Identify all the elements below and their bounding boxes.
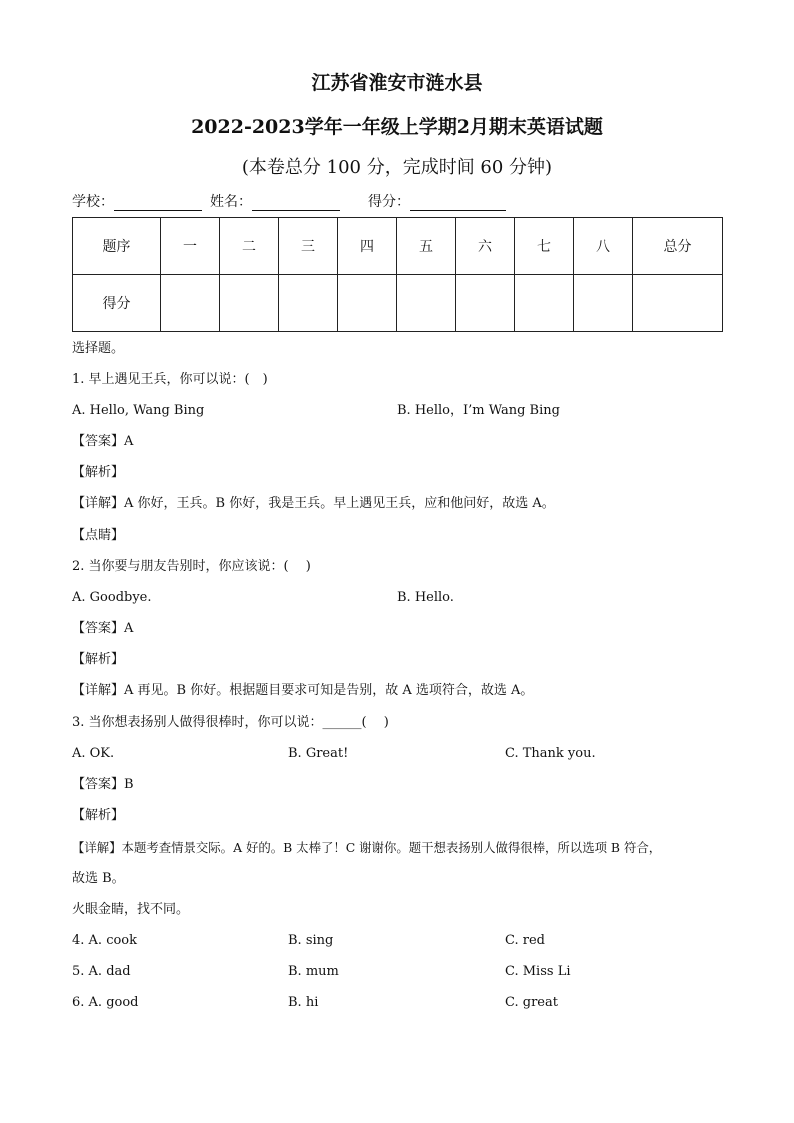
option-b[interactable]: B. mum: [288, 964, 339, 979]
answer-label: 【答案】A: [72, 621, 134, 636]
score-cell[interactable]: [515, 275, 574, 332]
school-blank[interactable]: [114, 194, 202, 211]
option-a[interactable]: A. Goodbye.: [72, 590, 152, 605]
table-cell: 六: [456, 218, 515, 275]
score-table-header-row: [73, 218, 723, 275]
option-a[interactable]: 6. A. good: [72, 995, 139, 1010]
table-cell: 总分: [633, 218, 723, 275]
question-stem: 3. 当你想表扬别人做得很棒时，你可以说：______( ): [72, 715, 389, 730]
option-b[interactable]: B. hi: [288, 995, 319, 1010]
score-cell[interactable]: [220, 275, 279, 332]
score-cell[interactable]: [456, 275, 515, 332]
table-cell: 三: [279, 218, 338, 275]
name-label: 姓名：: [210, 194, 252, 210]
school-label: 学校：: [72, 194, 114, 210]
section-title: 选择题。: [72, 341, 125, 356]
title-note: (本卷总分 100 分，完成时间 60 分钟): [241, 157, 553, 178]
option-c[interactable]: C. red: [505, 933, 545, 948]
info-row: [72, 191, 506, 211]
analysis-label: 【解析】: [72, 808, 125, 823]
answer-label: 【答案】B: [72, 777, 134, 792]
score-cell[interactable]: [161, 275, 220, 332]
comment-label: 【点睛】: [72, 528, 125, 543]
question-stem: 1. 早上遇见王兵，你可以说：( ): [72, 372, 268, 387]
question-stem: 2. 当你要与朋友告别时，你应该说：( ): [72, 559, 311, 574]
name-blank[interactable]: [252, 194, 340, 211]
option-b[interactable]: B. Hello，I’m Wang Bing: [397, 403, 560, 418]
score-table: [72, 217, 723, 332]
option-c[interactable]: C. Miss Li: [505, 964, 571, 979]
score-cell[interactable]: [397, 275, 456, 332]
option-a[interactable]: 4. A. cook: [72, 933, 137, 948]
table-cell: 五: [397, 218, 456, 275]
table-cell: 题序: [73, 218, 161, 275]
table-cell: 一: [161, 218, 220, 275]
option-c[interactable]: C. Thank you.: [505, 746, 596, 761]
detail-text: 【详解】A 你好，王兵。B 你好，我是王兵。早上遇见王兵，应和他问好，故选 A。: [72, 496, 555, 511]
score-blank[interactable]: [410, 194, 506, 211]
option-a[interactable]: 5. A. dad: [72, 964, 131, 979]
option-c[interactable]: C. great: [505, 995, 558, 1010]
option-b[interactable]: B. Great!: [288, 746, 349, 761]
analysis-label: 【解析】: [72, 465, 125, 480]
answer-label: 【答案】A: [72, 434, 134, 449]
table-cell: 二: [220, 218, 279, 275]
score-label: 得分：: [368, 194, 410, 210]
title-region: 江苏省淮安市涟水县: [311, 72, 483, 94]
score-cell[interactable]: [574, 275, 633, 332]
table-cell: 四: [338, 218, 397, 275]
score-table-score-row: [73, 275, 723, 332]
analysis-label: 【解析】: [72, 652, 125, 667]
score-cell[interactable]: [279, 275, 338, 332]
table-cell: 八: [574, 218, 633, 275]
detail-text: 【详解】本题考查情景交际。A 好的。B 太棒了！C 谢谢你。题干想表扬别人做得很棒，所以选项 B 符合，: [72, 840, 662, 855]
table-cell: 七: [515, 218, 574, 275]
score-cell[interactable]: [633, 275, 723, 332]
detail-text: 【详解】A 再见。B 你好。根据题目要求可知是告别，故 A 选项符合，故选 A。: [72, 683, 534, 698]
detail-text: 故选 B。: [72, 871, 125, 886]
option-b[interactable]: B. Hello.: [397, 590, 454, 605]
title-exam: 2022-2023学年一年级上学期2月期末英语试题: [191, 116, 603, 138]
option-a[interactable]: A. OK.: [72, 746, 115, 761]
section-title: 火眼金睛，找不同。: [72, 902, 190, 917]
table-cell: 得分: [73, 275, 161, 332]
score-cell[interactable]: [338, 275, 397, 332]
option-b[interactable]: B. sing: [288, 933, 334, 948]
option-a[interactable]: A. Hello, Wang Bing: [72, 403, 205, 418]
